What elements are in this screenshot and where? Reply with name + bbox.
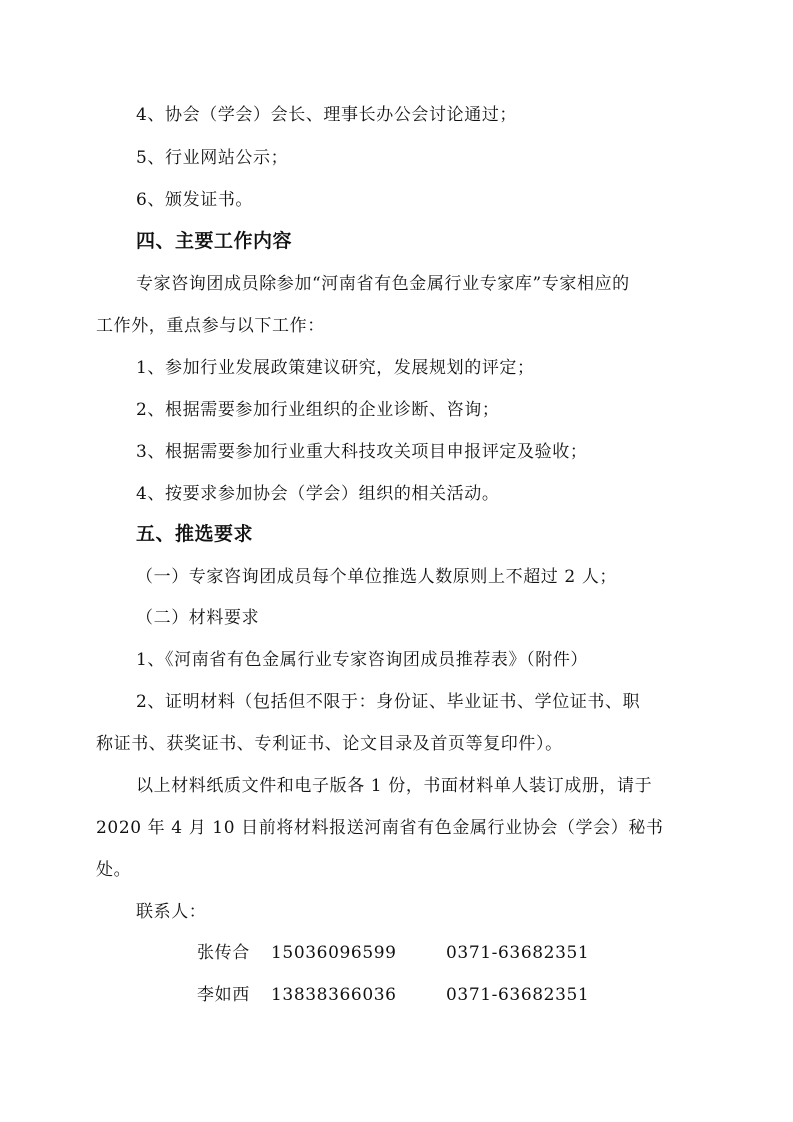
step-6-line: 6、颁发证书。 xyxy=(136,190,254,210)
contact-mobile: 15036096599 xyxy=(271,943,397,963)
work-item-3: 3、根据需要参加行业重大科技攻关项目申报评定及验收； xyxy=(136,442,588,462)
material-item-2-line-1: 2、证明材料（包括但不限于：身份证、毕业证书、学位证书、职 xyxy=(136,692,641,712)
contact-phone: 0371-63682351 xyxy=(446,985,590,1005)
step-4-line: 4、协会（学会）会长、理事长办公会讨论通过； xyxy=(136,105,518,125)
requirement-1: （一）专家咨询团成员每个单位推选人数原则上不超过 2 人； xyxy=(136,567,618,587)
contact-phone: 0371-63682351 xyxy=(446,943,590,963)
work-item-1: 1、参加行业发展政策建议研究，发展规划的评定； xyxy=(136,358,535,378)
section-heading-selection-requirements: 五、推选要求 xyxy=(136,523,254,545)
contact-name: 李如西 xyxy=(197,985,250,1005)
contact-mobile: 13838366036 xyxy=(271,985,397,1005)
main-work-paragraph-line-1: 专家咨询团成员除参加“河南省有色金属行业专家库”专家相应的 xyxy=(136,274,630,294)
material-item-2-line-2: 称证书、获奖证书、专利证书、论文目录及首页等复印件）。 xyxy=(96,734,563,754)
submission-paragraph-line-2: 2020 年 4 月 10 日前将材料报送河南省有色金属行业协会（学会）秘书 xyxy=(96,818,664,838)
main-work-paragraph-line-2: 工作外，重点参与以下工作： xyxy=(96,316,325,336)
work-item-2: 2、根据需要参加行业组织的企业诊断、咨询； xyxy=(136,400,500,420)
section-heading-main-work: 四、主要工作内容 xyxy=(136,230,293,252)
step-5-line: 5、行业网站公示； xyxy=(136,148,289,168)
submission-paragraph-line-1: 以上材料纸质文件和电子版各 1 份，书面材料单人装订成册，请于 xyxy=(136,776,653,796)
work-item-4: 4、按要求参加协会（学会）组织的相关活动。 xyxy=(136,484,500,504)
material-item-1: 1、《河南省有色金属行业专家咨询团成员推荐表》（附件） xyxy=(136,650,589,670)
submission-paragraph-line-3: 处。 xyxy=(96,860,132,880)
contact-label: 联系人： xyxy=(136,902,207,922)
requirement-2: （二）材料要求 xyxy=(136,608,260,628)
contact-name: 张传合 xyxy=(197,943,250,963)
